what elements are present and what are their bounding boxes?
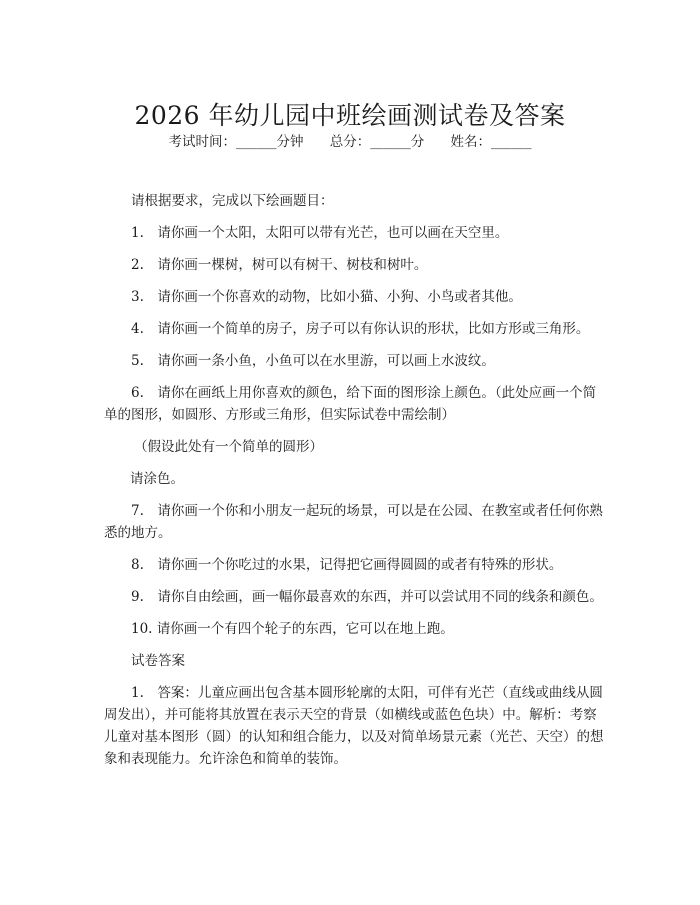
answer-1: 1. 答案：儿童应画出包含基本圆形轮廓的太阳，可伴有光芒（直线或曲线从圆周发出），并可能将其放置在表示天空的背景（如横线或蓝色色块）中。解析：考察儿童对基本图形（圆）的认知和组合能力，以及对简单场景元素（光芒、天空）的想象和表现能力。允许涂色和简单的装饰。 [104, 685, 604, 767]
exam-time-field: 考试时间：______分钟 [168, 134, 304, 150]
question-6: 6. 请你在画纸上用你喜欢的颜色，给下面的图形涂上颜色。（此处应画一个简单的图形，如圆形、方形或三角形，但实际试卷中需绘制） [104, 385, 597, 423]
question-2: 2. 请你画一棵树，树可以有树干、树枝和树叶。 [131, 257, 428, 273]
page-title: 2026 年幼儿园中班绘画测试卷及答案 [134, 100, 566, 130]
question-10: 10. 请你画一个有四个轮子的东西，它可以在地上跑。 [131, 621, 454, 637]
total-score-field: 总分：______分 [329, 134, 425, 150]
question-9: 9. 请你自由绘画，画一幅你最喜欢的东西，并可以尝试用不同的线条和颜色。 [131, 589, 603, 605]
question-8: 8. 请你画一个你吃过的水果，记得把它画得圆圆的或者有特殊的形状。 [131, 557, 563, 573]
question-5: 5. 请你画一条小鱼，小鱼可以在水里游，可以画上水波纹。 [131, 353, 495, 369]
question-3: 3. 请你画一个你喜欢的动物，比如小猫、小狗、小鸟或者其他。 [131, 289, 522, 305]
question-7: 7. 请你画一个你和小朋友一起玩的场景，可以是在公园、在教室或者任何你熟悉的地方。 [104, 503, 603, 541]
name-field: 姓名：______ [450, 134, 532, 150]
answers-heading: 试卷答案 [131, 653, 185, 669]
color-instruction: 请涂色。 [130, 471, 184, 487]
question-1: 1. 请你画一个太阳，太阳可以带有光芒，也可以画在天空里。 [131, 225, 509, 241]
exam-body [104, 190, 604, 780]
shape-placeholder-note: （假设此处有一个简单的圆形） [134, 439, 323, 455]
exam-meta [0, 132, 700, 152]
question-4: 4. 请你画一个简单的房子，房子可以有你认识的形状，比如方形或三角形。 [131, 321, 590, 337]
instructions: 请根据要求，完成以下绘画题目： [131, 193, 334, 209]
